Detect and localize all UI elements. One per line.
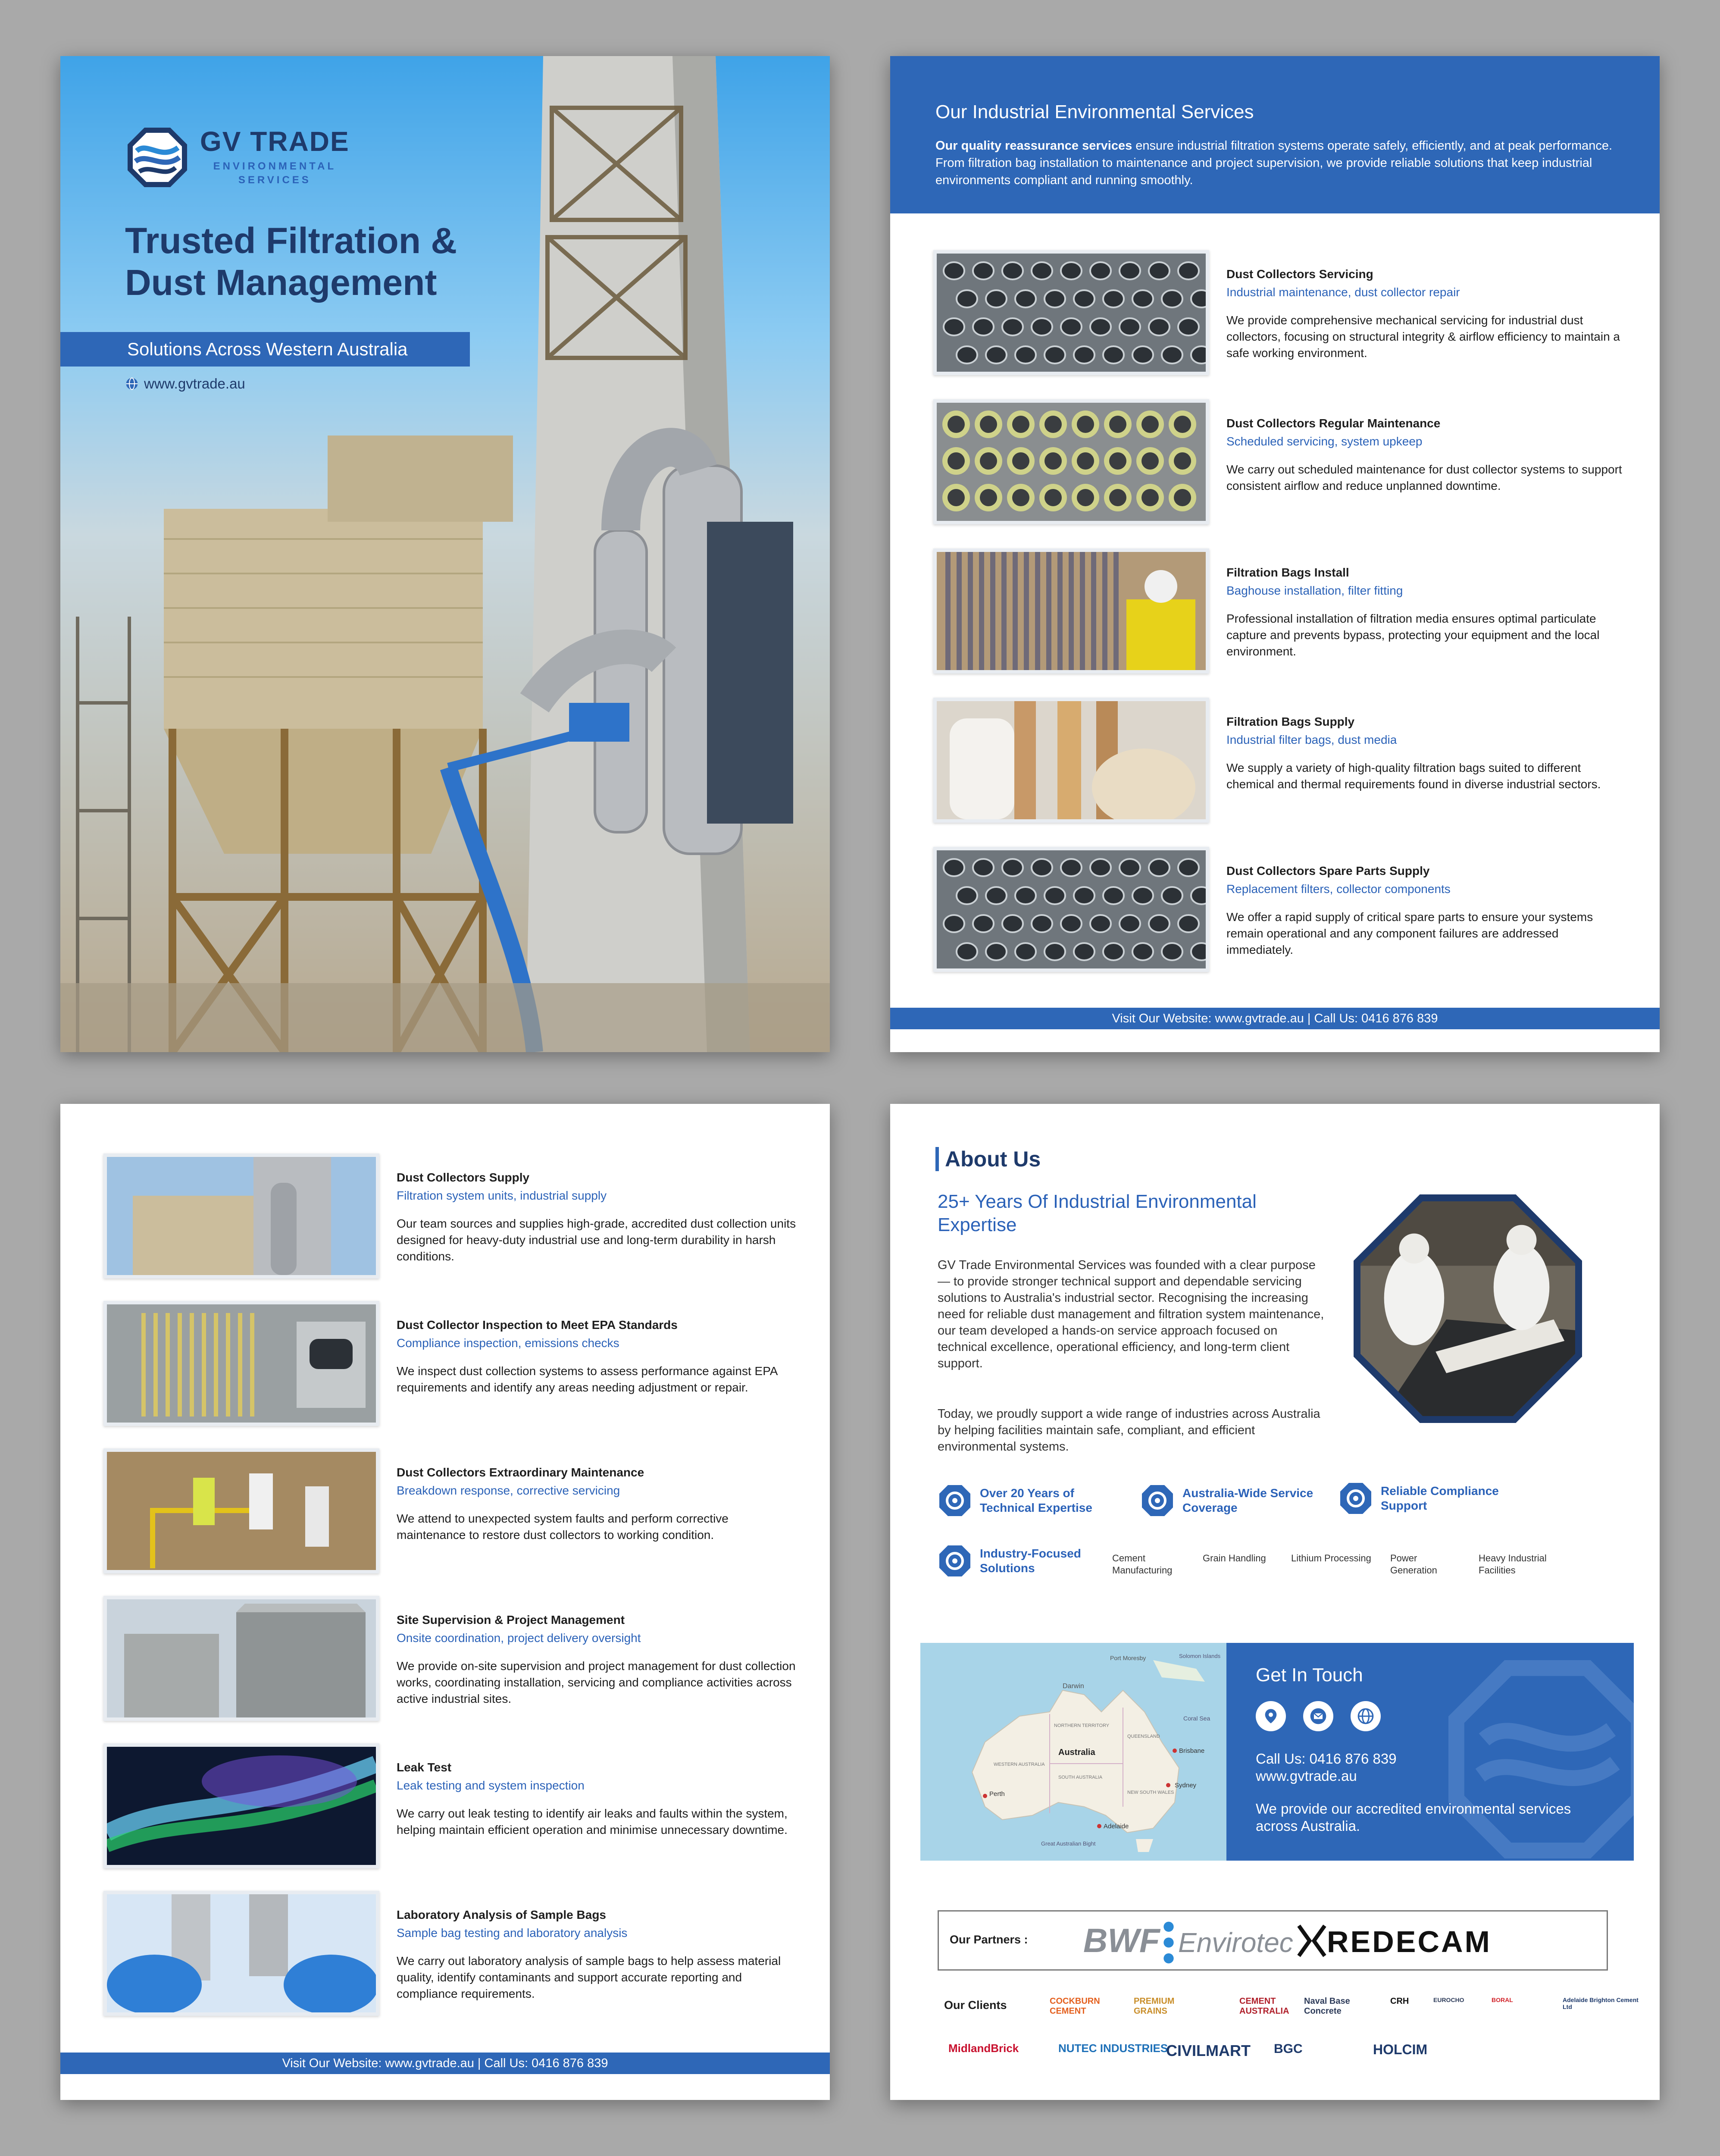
- service-photo: [933, 399, 1209, 524]
- map-label-solomon: Solomon Islands: [1179, 1653, 1221, 1659]
- map-label-wa: WESTERN AUSTRALIA: [994, 1762, 1045, 1767]
- about-paragraph-1: GV Trade Environmental Services was founded with a clear purpose — to provide stronger technical support and dependable servicing solutions to Australia's industrial sector. Recognising the increasing need for reliable dust management and filtration system maintenance, our team developed a hands-on service approach focused on technical excellence, operational efficiency, and long-term client support.: [938, 1258, 1324, 1370]
- location-pin-icon[interactable]: [1256, 1701, 1286, 1731]
- envirotec-logo: Envirotec: [1178, 1927, 1293, 1958]
- service-subtitle: Scheduled servicing, system upkeep: [1226, 435, 1423, 448]
- gear-check-icon: [938, 1483, 972, 1518]
- feature-item: [1338, 1481, 1519, 1516]
- service-title: Filtration Bags Supply: [1226, 715, 1355, 728]
- worker-icon: [1338, 1481, 1373, 1516]
- service-subtitle: Sample bag testing and laboratory analysis: [397, 1926, 628, 1940]
- contact-phone[interactable]: Call Us: 0416 876 839: [1256, 1751, 1397, 1767]
- cover-title-line1: Trusted Filtration &: [125, 220, 457, 261]
- brand-name: GV TRADE: [200, 125, 350, 157]
- map-label-perth: Perth: [989, 1790, 1005, 1798]
- map-label-sa: SOUTH AUSTRALIA: [1058, 1775, 1103, 1780]
- service-item: [890, 399, 1660, 529]
- service-text: [397, 1613, 797, 1707]
- map-label-bight: Great Australian Bight: [1041, 1840, 1096, 1847]
- brand-logo: [125, 125, 350, 190]
- industry-item: Lithium Processing: [1291, 1553, 1371, 1564]
- services-intro-rest: ensure industrial filtration systems operate safely, efficiently, and at peak performance. From filtration bag installation to maintenance and project supervision, we provide reliable solutions that keep industrial environments compliant and running smoothly.: [935, 139, 1613, 187]
- service-photo: [103, 1153, 379, 1279]
- service-photo: [103, 1743, 379, 1868]
- service-description: We provide on-site supervision and project management for dust collection works, coordinating installation, servicing and compliance activities across active industrial sites.: [397, 1659, 796, 1705]
- services-header: [890, 56, 1660, 213]
- feature-label: Over 20 Years of Technical Expertise: [980, 1486, 1092, 1514]
- cover-website-text: www.gvtrade.au: [144, 376, 245, 392]
- service-description: Professional installation of filtration media ensures optimal particulate capture and prevents bypass, protecting your equipment and the local environment.: [1226, 612, 1600, 658]
- cover-tagline-band: Solutions Across Western Australia: [60, 332, 470, 367]
- client-logo: COCKBURN CEMENT: [1050, 1996, 1100, 2016]
- service-text: [1226, 417, 1627, 494]
- partners-label: Our Partners :: [950, 1933, 1028, 1946]
- service-item: [890, 548, 1660, 678]
- contact-panel: [1226, 1643, 1634, 1861]
- service-text: [397, 1761, 797, 1838]
- about-team-photo: [1354, 1194, 1582, 1423]
- client-logo: BGC: [1274, 2042, 1303, 2056]
- service-subtitle: Replacement filters, collector components: [1226, 882, 1451, 896]
- service-title: Dust Collectors Spare Parts Supply: [1226, 864, 1430, 877]
- service-description: We offer a rapid supply of critical spare parts to ensure your systems remain operational and any component failures are addressed immediately.: [1226, 910, 1593, 956]
- service-photo: [103, 1891, 379, 2016]
- industrial-plant-photo: [60, 56, 830, 1052]
- contact-website[interactable]: www.gvtrade.au: [1256, 1768, 1357, 1784]
- industry-item: Cement Manufacturing: [1112, 1553, 1173, 1576]
- service-item: [890, 698, 1660, 827]
- cover-page: [60, 56, 830, 1052]
- industry-item: Grain Handling: [1203, 1553, 1266, 1564]
- footer-bar: Visit Our Website: www.gvtrade.au | Call Us: 0416 876 839: [890, 1008, 1660, 1029]
- client-logo: NUTEC INDUSTRIES: [1058, 2042, 1168, 2055]
- service-item: [60, 1301, 830, 1430]
- service-item: [60, 1448, 830, 1578]
- service-description: We carry out scheduled maintenance for dust collector systems to support consistent airflow and reduce unplanned downtime.: [1226, 463, 1622, 492]
- service-title: Filtration Bags Install: [1226, 566, 1349, 579]
- globe-icon[interactable]: [1351, 1701, 1381, 1731]
- service-subtitle: Leak testing and system inspection: [397, 1779, 585, 1792]
- brand-subtitle-line2: SERVICES: [238, 174, 311, 186]
- service-photo: [933, 847, 1209, 972]
- service-description: We attend to unexpected system faults and perform corrective maintenance to restore dust collectors to working condition.: [397, 1512, 729, 1542]
- feature-label: Industry-Focused Solutions: [980, 1547, 1081, 1575]
- about-subtitle: 25+ Years Of Industrial Environmental Expertise: [938, 1191, 1257, 1235]
- service-subtitle: Industrial filter bags, dust media: [1226, 733, 1397, 746]
- service-description: We provide comprehensive mechanical servicing for industrial dust collectors, focusing on structural integrity & airflow efficiency to maintain a safe working environment.: [1226, 313, 1620, 360]
- service-description: We supply a variety of high-quality filtration bags suited to different chemical and thermal requirements found in diverse industrial sectors.: [1226, 761, 1601, 791]
- map-label-sydney: Sydney: [1175, 1782, 1197, 1789]
- service-photo: [933, 548, 1209, 674]
- service-subtitle: Compliance inspection, emissions checks: [397, 1336, 619, 1350]
- contact-note: We provide our accredited environmental services across Australia.: [1256, 1801, 1571, 1834]
- service-item: [890, 847, 1660, 976]
- service-title: Leak Test: [397, 1761, 452, 1774]
- service-text: [397, 1466, 797, 1543]
- service-photo: [103, 1596, 379, 1721]
- footer-bar: Visit Our Website: www.gvtrade.au | Call Us: 0416 876 839: [60, 2053, 830, 2074]
- industry-item: Power Generation: [1390, 1553, 1437, 1576]
- service-item: [60, 1891, 830, 2020]
- service-text: [397, 1171, 797, 1265]
- map-label-coral-sea: Coral Sea: [1183, 1715, 1210, 1722]
- brand-subtitle-line1: ENVIRONMENTAL: [213, 160, 337, 172]
- feature-label: Australia-Wide Service Coverage: [1182, 1486, 1313, 1514]
- network-icon: [1140, 1483, 1175, 1518]
- service-title: Laboratory Analysis of Sample Bags: [397, 1908, 606, 1921]
- service-subtitle: Breakdown response, corrective servicing: [397, 1484, 620, 1497]
- client-logo: PREMIUM GRAINS: [1134, 1996, 1175, 2016]
- service-description: We carry out laboratory analysis of sample bags to help assess material quality, identify contaminants and support accurate reporting and compliance requirements.: [397, 1954, 781, 2000]
- service-text: [397, 1908, 797, 2002]
- map-label-nsw: NEW SOUTH WALES: [1127, 1790, 1174, 1795]
- map-label-adelaide: Adelaide: [1104, 1823, 1129, 1830]
- about-paragraph-2: Today, we proudly support a wide range of industries across Australia by helping facilities maintain safe, compliant, and efficient environmental systems.: [938, 1407, 1320, 1454]
- client-logo: MidlandBrick: [948, 2042, 1019, 2055]
- service-subtitle: Filtration system units, industrial supply: [397, 1189, 607, 1202]
- cover-title: [125, 220, 513, 303]
- service-item: [60, 1153, 830, 1283]
- services-page: [890, 56, 1660, 1052]
- client-logo: Adelaide Brighton Cement Ltd: [1563, 1996, 1639, 2010]
- service-title: Dust Collectors Supply: [397, 1171, 530, 1184]
- about-title: About Us: [935, 1147, 1041, 1171]
- bwf-logo: BWF: [1083, 1921, 1160, 1959]
- service-description: We carry out leak testing to identify air leaks and faults within the system, helping maintain efficient operation and minimise unnecessary downtime.: [397, 1807, 788, 1836]
- map-label-darwin: Darwin: [1063, 1683, 1084, 1690]
- industry-item: Heavy Industrial Facilities: [1479, 1553, 1547, 1576]
- client-logo: CIVILMART: [1166, 2042, 1251, 2059]
- map-label-brisbane: Brisbane: [1179, 1747, 1205, 1755]
- contact-section: [920, 1643, 1634, 1861]
- client-logo: CRH: [1390, 1996, 1409, 2006]
- service-photo: [933, 698, 1209, 823]
- globe-icon: [125, 377, 139, 391]
- service-photo: [103, 1301, 379, 1426]
- service-text: [1226, 864, 1627, 958]
- email-icon[interactable]: [1303, 1701, 1333, 1731]
- client-logo: CEMENT AUSTRALIA: [1239, 1996, 1289, 2016]
- cover-website[interactable]: [125, 367, 245, 401]
- service-subtitle: Onsite coordination, project delivery oversight: [397, 1631, 641, 1645]
- service-item: [60, 1743, 830, 1873]
- service-subtitle: Baghouse installation, filter fitting: [1226, 584, 1403, 597]
- brand-subtitle: [200, 160, 350, 188]
- service-title: Site Supervision & Project Management: [397, 1613, 625, 1626]
- services-page-continued: [60, 1104, 830, 2100]
- service-title: Dust Collectors Servicing: [1226, 267, 1373, 281]
- service-text: [397, 1318, 797, 1396]
- map-label-australia: Australia: [1058, 1748, 1095, 1757]
- map-label-nt: NORTHERN TERRITORY: [1054, 1723, 1110, 1728]
- clients-label: Our Clients: [944, 1999, 1007, 2012]
- contact-title: Get In Touch: [1256, 1664, 1363, 1686]
- redecam-logo: REDECAM: [1327, 1925, 1492, 1959]
- service-photo: [103, 1448, 379, 1573]
- service-description: Our team sources and supplies high-grade, accredited dust collection units designed for heavy-duty industrial use and long-term durability in harsh conditions.: [397, 1217, 796, 1263]
- feature-item: [938, 1483, 1118, 1518]
- service-text: [1226, 715, 1627, 793]
- services-title: Our Industrial Environmental Services: [935, 101, 1254, 122]
- map-label-qld: QUEENSLAND: [1127, 1734, 1160, 1739]
- contact-icons: [1256, 1701, 1381, 1731]
- redecam-mark-icon: [1297, 1924, 1327, 1958]
- service-item: [60, 1596, 830, 1725]
- feature-item: [1140, 1483, 1320, 1518]
- feature-item: [938, 1544, 1101, 1578]
- bwf-dots-icon: [1161, 1921, 1176, 1964]
- service-subtitle: Industrial maintenance, dust collector repair: [1226, 285, 1460, 299]
- cover-title-line2: Dust Management: [125, 262, 437, 303]
- service-photo: [933, 250, 1209, 375]
- client-logo: HOLCIM: [1373, 2042, 1428, 2057]
- about-page: [890, 1104, 1660, 2100]
- service-text: [1226, 566, 1627, 660]
- gv-logo-icon: [125, 125, 190, 190]
- service-item: [890, 250, 1660, 379]
- client-logo: EUROCHO: [1433, 1996, 1464, 2003]
- map-label-port-moresby: Port Moresby: [1110, 1655, 1146, 1661]
- partners-box: [938, 1910, 1608, 1971]
- services-intro-bold: Our quality reassurance services: [935, 139, 1132, 153]
- services-intro: [935, 137, 1617, 189]
- gear-icon: [938, 1544, 972, 1578]
- client-logo: Naval Base Concrete: [1304, 1996, 1350, 2016]
- feature-label: Reliable Compliance Support: [1381, 1484, 1499, 1512]
- australia-map[interactable]: [920, 1643, 1226, 1861]
- service-title: Dust Collector Inspection to Meet EPA Standards: [397, 1318, 678, 1332]
- service-text: [1226, 267, 1627, 361]
- service-description: We inspect dust collection systems to assess performance against EPA requirements and identify any areas needing adjustment or repair.: [397, 1364, 777, 1394]
- client-logo: BORAL: [1492, 1996, 1513, 2003]
- service-title: Dust Collectors Regular Maintenance: [1226, 417, 1441, 430]
- service-title: Dust Collectors Extraordinary Maintenance: [397, 1466, 644, 1479]
